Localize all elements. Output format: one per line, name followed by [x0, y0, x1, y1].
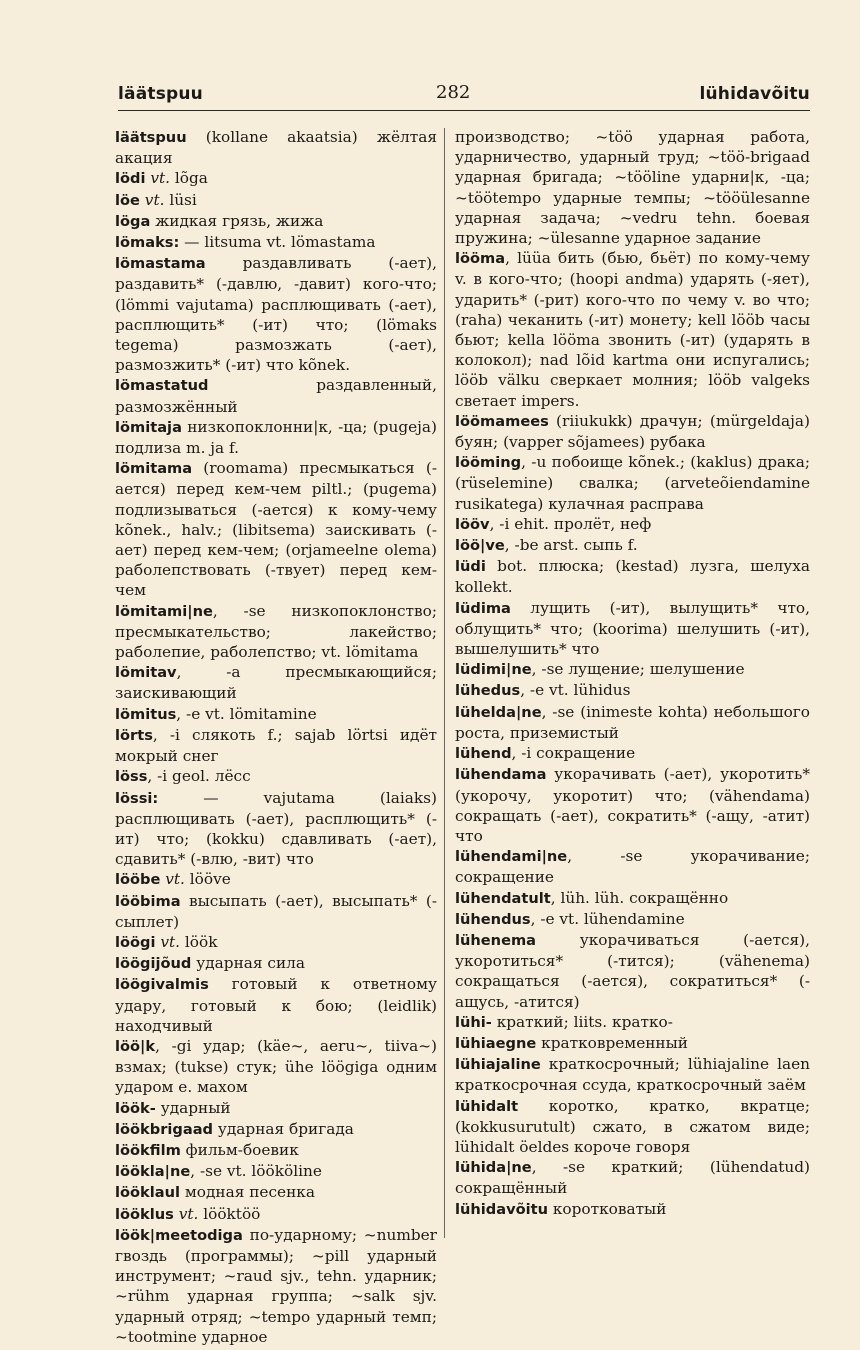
dictionary-entry: [115, 1225, 437, 1347]
entry-definition: , -se укорачивание; сокращение: [455, 847, 810, 887]
header-left-headword: läätspuu: [118, 84, 203, 104]
dictionary-entry: [455, 535, 810, 556]
entry-headword: löga: [115, 212, 151, 230]
page-header: [118, 80, 810, 111]
entry-headword: löögivalmis: [115, 976, 209, 994]
dictionary-entry: [115, 662, 437, 703]
dictionary-entry: [115, 932, 437, 953]
entry-definition: раздавливать (-ает), раздавить* (-давлю, -давит) кого-что; (lömmi vajutama) расплющивать (-ает), расплющить* (-ит) что; (lömaks tegema) размозжать (-ает), размозжить* (-ит) что kõnek.: [115, 254, 437, 375]
entry-headword: lühiaegne: [455, 1034, 537, 1052]
dictionary-entry: [115, 1098, 437, 1119]
dictionary-entry: [115, 953, 437, 974]
entry-headword: lööklaul: [115, 1184, 181, 1202]
entry-definition: , -e vt. lömitamine: [176, 704, 317, 723]
entry-headword: löökla|ne: [115, 1163, 191, 1181]
entry-definition: ударная бригада: [213, 1119, 354, 1138]
entry-headword: lühendama: [455, 766, 547, 784]
entry-label: vt.: [155, 932, 181, 951]
dictionary-entry: [115, 417, 437, 458]
header-right-headword: lühidavõitu: [699, 84, 810, 104]
entry-definition: ударная сила: [191, 954, 305, 973]
dictionary-entry: [115, 1161, 437, 1182]
dictionary-entry: [115, 601, 437, 663]
entry-definition: (roomama) пресмыкаться (-ается) перед кем-чем piltl.; (pugema) подлизываться (-ается) к кому-чему kõnek., halv.; (libitsema) заискивать (-ает) перед кем-чем; (orjameelne olema) раболепствовать (-твует) перед кем-чем: [115, 459, 437, 600]
entry-label: vt.: [173, 1204, 199, 1223]
column-divider: [444, 128, 445, 1238]
entry-definition: löök: [180, 932, 218, 951]
entry-headword: löö|k: [115, 1037, 156, 1055]
entry-definition: , -se краткий; (lühendatud) сокращённый: [455, 1158, 810, 1198]
entry-headword: lühendatult: [455, 889, 551, 907]
dictionary-entry: [115, 1182, 437, 1203]
entry-definition: по-ударному; ~number гвоздь (программы); ~pill ударный инструмент; ~raud sjv., tehn. ударник; ~rühm ударная группа; ~salk sjv. ударный отряд; ~tempo ударный темп; ~tootmine ударное: [115, 1225, 437, 1346]
entry-definition: , -i geol. лёсс: [147, 767, 251, 786]
entry-headword: löökfilm: [115, 1141, 181, 1159]
entry-headword: lömitaja: [115, 418, 182, 436]
dictionary-entry: [115, 1204, 437, 1225]
dictionary-entry: [115, 704, 437, 725]
entry-definition: ударный: [155, 1098, 231, 1117]
entry-definition: укорачивать (-ает), укоротить* (укорочу, укоротит) что; (vähendama) сокращать (-ает), сократить* (-ащу, -атит) что: [455, 765, 810, 845]
entry-label: vt.: [145, 169, 170, 188]
entry-definition: , lüh. lüh. сокращённо: [550, 888, 729, 907]
entry-headword: lüdimi|ne: [455, 661, 532, 679]
entry-headword: löe: [115, 191, 140, 209]
entry-definition: — vajutama (laiaks) расплющивать (-ает), расплющить* (-ит) что; (kokku) сдавливать (-ает), сдавить* (-влю, -вит) что: [115, 788, 437, 869]
entry-definition: lööktöö: [198, 1204, 261, 1223]
entry-headword: löss: [115, 768, 148, 786]
entry-headword: lühenema: [455, 931, 537, 949]
entry-headword: läätspuu: [115, 129, 187, 146]
dictionary-entry: [455, 248, 810, 411]
dictionary-entry: [455, 702, 810, 743]
right-column: [455, 127, 810, 1220]
dictionary-entry: [455, 764, 810, 846]
entry-headword: lühiajaline: [455, 1056, 541, 1074]
entry-headword: lööming: [455, 454, 522, 472]
entry-definition: производство; ~töö ударная работа, ударничество, ударный труд; ~töö-brigaad ударная бригада; ~tööline ударни|к, -ца; ~töötempo ударные темпы; ~tööülesanne ударная задача; ~vedru tehn. боевая пружина; ~ülesanne ударное задание: [455, 128, 810, 248]
dictionary-entry: [455, 1054, 810, 1095]
dictionary-entry: [115, 168, 437, 189]
entry-definition: (kollane akaatsia) жёлтая акация: [115, 128, 437, 168]
entry-definition: , -se лущение; шелушение: [531, 660, 745, 679]
entry-headword: lödi: [115, 170, 146, 188]
entry-definition: укорачиваться (-ается), укоротиться* (-тится); (vähenema) сокращаться (-ается), сократиться* (-ащусь, -атится): [455, 930, 810, 1011]
entry-headword: lühendus: [455, 910, 531, 928]
dictionary-entry: [115, 1036, 437, 1098]
entry-headword: lööbe: [115, 871, 161, 889]
entry-definition: , -i слякоть f.; sajab lörtsi идёт мокрый снег: [115, 725, 437, 766]
entry-headword: lühedus: [455, 682, 521, 700]
entry-definition: bot. плюска; (kestad) лузга, шелуха kollekt.: [455, 557, 810, 597]
entry-definition: , -i ehit. пролёт, неф: [489, 514, 652, 533]
dictionary-entry: [455, 1033, 810, 1054]
dictionary-entry: [115, 725, 437, 766]
dictionary-entry: [455, 888, 810, 909]
entry-definition: коротковатый: [548, 1199, 667, 1218]
entry-headword: lühend: [455, 745, 512, 763]
entry-definition: lõga: [170, 169, 208, 188]
entry-headword: lömastatud: [115, 377, 209, 395]
dictionary-entry: [455, 743, 810, 764]
left-column: [115, 127, 437, 1347]
entry-definition: lüsi: [164, 190, 197, 209]
dictionary-entry: [115, 766, 437, 787]
entry-headword: lööv: [455, 515, 490, 533]
entry-headword: lömastama: [115, 255, 206, 273]
dictionary-entry: [455, 1157, 810, 1198]
entry-definition: краткий; liits. кратко-: [491, 1012, 673, 1031]
dictionary-entry: [115, 458, 437, 600]
entry-headword: löögi: [115, 933, 156, 951]
entry-definition: фильм-боевик: [180, 1140, 299, 1159]
entry-headword: lömitus: [115, 705, 177, 723]
entry-headword: lömitav: [115, 664, 177, 682]
entry-headword: lööbima: [115, 892, 181, 910]
dictionary-entry: [115, 211, 437, 232]
entry-definition: лущить (-ит), вылущить* что, облущить* что; (koorima) шелушить (-ит), вышелушить* что: [455, 598, 810, 659]
entry-definition: , -se vt. löököline: [190, 1162, 322, 1181]
dictionary-entry: [115, 375, 437, 416]
entry-headword: lömaks:: [115, 234, 180, 252]
dictionary-entry: [455, 680, 810, 701]
entry-definition: lööve: [184, 870, 231, 889]
dictionary-entry: [455, 1096, 810, 1158]
entry-definition: , -se низкопоклонство; пресмыкательство; лакейство; раболепие, раболепство; vt. lömitama: [115, 601, 437, 662]
entry-definition: (riiukukk) драчун; (mürgeldaja) буян; (vapper sõjamees) рубака: [455, 411, 810, 452]
entry-headword: lössi:: [115, 789, 159, 807]
dictionary-entry: [455, 452, 810, 514]
dictionary-entry: [455, 598, 810, 660]
dictionary-entry: [455, 1199, 810, 1220]
dictionary-entry: [115, 253, 437, 375]
entry-headword: lüdima: [455, 599, 511, 617]
dictionary-entry: [455, 909, 810, 930]
entry-headword: lömitama: [115, 460, 193, 478]
dictionary-entry: [115, 1119, 437, 1140]
entry-definition: краткосрочный; lühiajaline laen краткосрочная ссуда, краткосрочный заём: [455, 1055, 810, 1095]
dictionary-entry: [115, 974, 437, 1036]
dictionary-entry: [115, 190, 437, 211]
entry-definition: низкопоклонни|к, -ца; (pugeja) подлиза m. ja f.: [115, 417, 437, 458]
entry-definition: высыпать (-ает), высыпать* (-сыплет): [115, 891, 437, 931]
dictionary-entry: [115, 232, 437, 253]
dictionary-entry: [115, 869, 437, 890]
entry-headword: lühidavõitu: [455, 1200, 548, 1218]
entry-headword: lüdi: [455, 558, 486, 576]
entry-headword: löök-: [115, 1099, 156, 1117]
dictionary-entry: [455, 1012, 810, 1033]
entry-definition: , -a пресмыкающийся; заискивающий: [115, 663, 437, 703]
entry-headword: lühelda|ne: [455, 703, 542, 721]
entry-definition: жидкая грязь, жижа: [150, 211, 324, 230]
entry-headword: lööklus: [115, 1205, 174, 1223]
entry-definition: , -e vt. lühidus: [520, 681, 631, 700]
dictionary-entry: [455, 556, 810, 597]
entry-headword: löömamees: [455, 412, 549, 430]
dictionary-entry: [455, 514, 810, 535]
entry-definition: коротко, кратко, вкратце; (kokkusurutult) сжато, в сжатом виде; lühidalt öeldes короче говоря: [455, 1096, 810, 1156]
entry-definition: , -gi удар; (käe~, aeru~, tiiva~) взмах; (tukse) стук; ühe löögiga одним ударом e. махом: [115, 1036, 437, 1097]
entry-definition: модная песенка: [180, 1183, 315, 1202]
dictionary-entry: [115, 1140, 437, 1161]
entry-headword: lühida|ne: [455, 1159, 532, 1177]
entry-headword: lühendami|ne: [455, 848, 568, 866]
entry-headword: löök|meetodiga: [115, 1226, 243, 1244]
entry-label: vt.: [139, 190, 165, 209]
entry-definition: , -u побоище kõnek.; (kaklus) драка; (rüselemine) свалка; (arveteõiendamine rusikatega) кулачная расправа: [455, 453, 810, 513]
entry-definition: кратковременный: [536, 1033, 689, 1052]
entry-definition: , -i сокращение: [511, 744, 636, 763]
entry-headword: lööma: [455, 250, 506, 268]
entry-headword: löökbrigaad: [115, 1120, 213, 1138]
dictionary-entry: [455, 659, 810, 680]
entry-definition: — litsuma vt. lömastama: [179, 233, 376, 252]
dictionary-entry: [455, 127, 810, 248]
dictionary-entry: [115, 788, 437, 870]
page-number: 282: [436, 82, 471, 103]
entry-headword: lühi-: [455, 1013, 492, 1031]
dictionary-entry: [455, 846, 810, 887]
entry-definition: раздавленный, размозжённый: [115, 376, 437, 416]
entry-headword: lörts: [115, 726, 153, 744]
entry-headword: lühidalt: [455, 1097, 519, 1115]
entry-definition: , -e vt. lühendamine: [530, 909, 685, 928]
entry-headword: löögijõud: [115, 955, 192, 973]
entry-headword: lömitami|ne: [115, 602, 213, 620]
entry-definition: , lüüa бить (бью, бьёт) по кому-чему v. в кого-что; (hoopi andma) ударять (-яет), ударить* (-рит) кого-что по чему v. во что; (raha) чеканить (-ит) монету; kell lööb часы бьют; kella lööma звонить (-ит) (ударять в колокол); nad lõid kartma они испугались; lööb välku сверкает молния; lööb valgeks светает impers.: [455, 249, 810, 410]
entry-headword: löö|ve: [455, 537, 505, 555]
entry-label: vt.: [160, 870, 185, 889]
dictionary-entry: [115, 127, 437, 168]
dictionary-entry: [115, 891, 437, 932]
entry-definition: готовый к ответному удару, готовый к бою; (leidlik) находчивый: [115, 975, 437, 1035]
entry-definition: , -be arst. сыпь f.: [504, 536, 638, 555]
dictionary-entry: [455, 411, 810, 452]
dictionary-entry: [455, 930, 810, 1012]
entry-definition: , -se (inimeste kohta) небольшого роста, приземистый: [455, 702, 810, 742]
